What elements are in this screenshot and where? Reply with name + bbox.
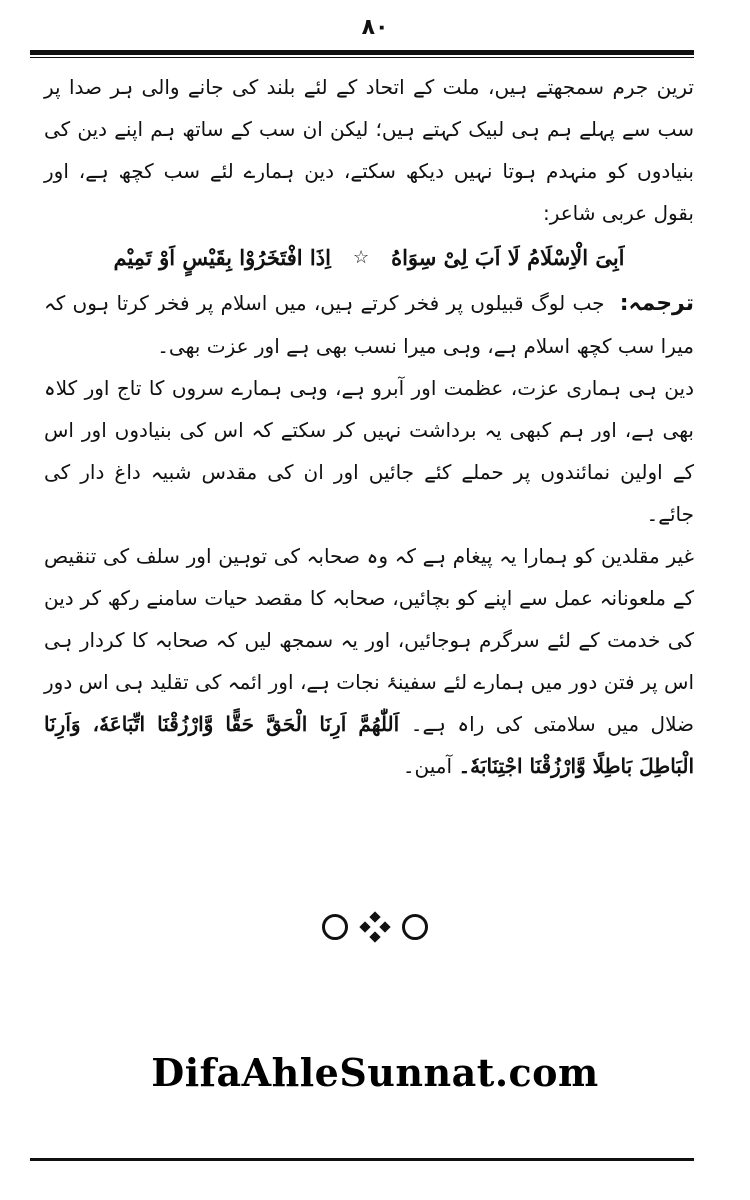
website-watermark: DifaAhleSunnat.com [151,1050,599,1095]
translation-paragraph [44,282,694,367]
prayer-amen: آمین۔ [402,754,453,778]
paragraph-religion-honor: دین ہی ہماری عزت، عظمت اور آبرو ہے، وہی ہمارے سروں کا تاج اور کلاہ بھی ہے، اور ہم کبھی یہ برداشت نہیں کر سکتے کہ اس کی بنیادوں اور اس کے اولین نمائندوں پر حملے کئے جائیں اور ان کی مقدس شبیہ داغ دار کی جائے۔ [44,376,694,526]
paragraph-message [44,535,694,787]
page-body [44,66,694,787]
ring-left-icon [322,914,348,940]
diamond-cluster-icon [360,912,390,942]
arabic-verse [44,234,694,282]
header-rule-thin [30,57,694,58]
verse-left-hemistich: اِذَا افْتَخَرُوْا بِقَیْسٍ اَوْ تَمِیْم [113,245,331,270]
star-icon: ☆ [352,247,370,268]
prayer-arabic: اَللّٰهُمَّ اَرِنَا الْحَقَّ حَقًّا وَّارْزُقْنَا اتِّبَاعَهٗ، وَاَرِنَا الْبَاطِلَ بَاطِلًا وَّارْزُقْنَا اجْتِنَابَهٗ۔ [44,712,694,778]
ring-right-icon [402,914,428,940]
paragraph-intro: ترین جرم سمجھتے ہیں، ملت کے اتحاد کے لئے بلند کی جانے والی ہر صدا پر سب سے پہلے ہم ہی لبیک کہتے ہیں؛ لیکن ان سب کے ساتھ ہم اپنے دین کی بنیادوں کو منہدم ہوتا نہیں دیکھ سکتے، دین ہمارے لئے سب کچھ ہے، اور بقول عربی شاعر: [44,75,694,225]
translation-continuation: کچھ اسلام ہے، وہی میرا نسب بھی ہے اور عزت بھی۔ [157,334,612,358]
verse-right-hemistich: اَبِیَ الْاِسْلَامُ لَا اَبَ لِیْ سِوَاهُ [391,245,625,270]
message-text: غیر مقلدین کو ہمارا یہ پیغام ہے کہ وہ صحابہ کی توہین اور سلف کی تنقیص کے ملعونانہ عمل سے اپنے کو بچائیں، صحابہ کا مقصد حیات سامنے رکھ کر دین کی خدمت کے لئے سرگرم ہوجائیں، اور یہ سمجھ لیں کہ صحابہ کا کردار ہی اس پر فتن دور میں ہمارے لئے سفینۂ نجات ہے، اور ائمہ کی تقلید ہی اس دور ضلال میں سلامتی کی راہ ہے۔ [44,544,694,736]
translation-text: جب لوگ قبیلوں پر فخر کرتے ہیں، میں اسلام پر فخر کرتا ہوں کہ میرا سب [44,291,694,358]
section-ornament [0,912,750,942]
header-rule-thick [30,50,694,55]
page-number: ۸۰ [361,15,389,40]
translation-label: ترجمہ: [619,291,694,316]
footer-rule [30,1158,694,1161]
